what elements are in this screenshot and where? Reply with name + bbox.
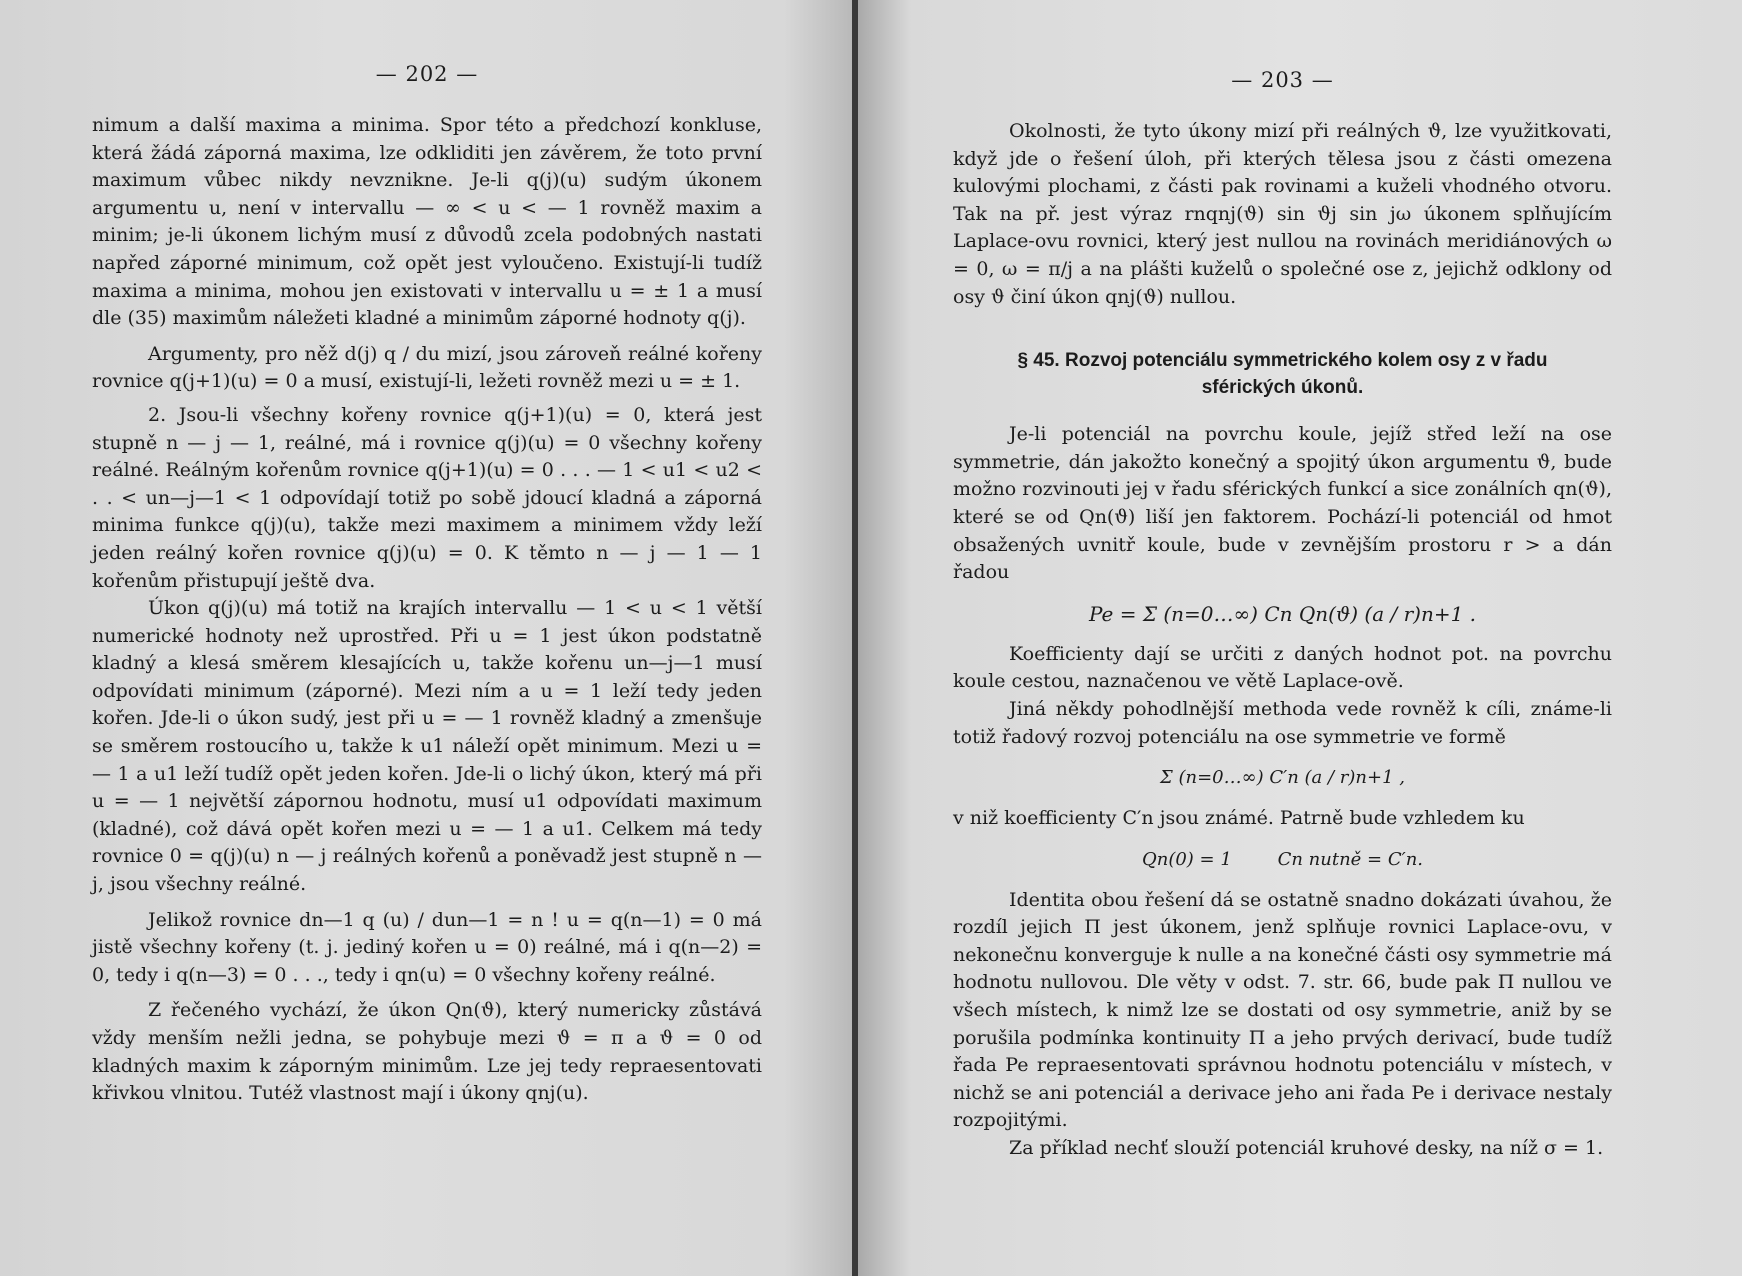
formula: Σ (n=0…∞) C′n (a / r)n+1 , (1160, 767, 1405, 789)
formula: Qn(0) = 1 Cn nutně = C′n. (1141, 848, 1424, 870)
page-number-left: — 202 — (375, 62, 479, 86)
formula: Pe = Σ (n=0…∞) Cn Qn(ϑ) (a / r)n+1 . (1088, 601, 1477, 626)
paragraph: Identita obou řešení dá se ostatně snadno dokázati úvahou, že rozdíl jejich Π jest úkonem, jenž splňuje rovnici Laplace-ovu, v nekonečnu konverguje k nulle a na konečné části osy symmetrie má hodnotu nullovou. Dle věty v odst. 7. str. 66, bude pak Π nullou ve všech místech, k nimž lze se dostati od osy symmetrie, aniž by se porušila podmínka kontinuity Π a jeho prvých derivací, bude tudíž řada Pe repraesentovati správnou hodnotu potenciálu v místech, v nichž se ani potenciál a derivace jeho ani řada Pe i derivace nestaly rozpojitými. (953, 888, 1612, 1132)
paragraph: Koefficienty dají se určiti z daných hodnot pot. na povrchu koule cestou, naznačenou ve větě Laplace-ově. (953, 642, 1612, 693)
left-page-body (92, 112, 762, 1108)
paragraph: nimum a další maxima a minima. Spor této a předchozí konkluse, která žádá záporná maxima, lze odkliditi jen závěrem, že toto první maximum vůbec nikdy nevznikne. Je-li q(j)(u) sudým úkonem argumentu u, není v intervallu — ∞ < u < — 1 rovněž maxim a minim; je-li úkonem lichým musí z důvodů zcela podobných nastati napřed záporné minimum, což opět jest vyloučeno. Existují-li tudíž maxima a minima, mohou jen existovati v intervallu u = ± 1 a musí dle (35) maximům náležeti kladné a minimům záporné hodnoty q(j). (92, 114, 762, 330)
paragraph: Jiná někdy pohodlnější methoda vede rovněž k cíli, známe-li totiž řadový rozvoj potenciálu na ose symmetrie ve formě (953, 697, 1612, 748)
paragraph: Za příklad nechť slouží potenciál kruhové desky, na níž σ = 1. (1009, 1137, 1604, 1160)
left-page (0, 0, 852, 1276)
paragraph: Z řečeného vychází, že úkon Qn(ϑ), který numericky zůstává vždy menším nežli jedna, se pohybuje mezi ϑ = π a ϑ = 0 od kladných maxim k záporným minimům. Lze jej tedy repraesentovati křivkou vlnitou. Tutéž vlastnost mají i úkony qnj(u). (92, 999, 762, 1105)
section-heading: § 45. Rozvoj potenciálu symmetrického kolem osy z v řadu sférických úkonů. (1017, 350, 1548, 399)
paragraph: Argumenty, pro něž d(j) q / du mizí, jsou zároveň reálné kořeny rovnice q(j+1)(u) = 0 a musí, existují-li, ležeti rovněž mezi u = ± 1. (92, 342, 762, 393)
page-number-right: — 203 — (1231, 68, 1334, 92)
paragraph: Okolnosti, že tyto úkony mizí při reálných ϑ, lze využitkovati, když jde o řešení úloh, při kterých tělesa jsou z části omezena kulovými plochami, z části pak rovinami a kuželi vhodného otvoru. Tak na př. jest výraz rnqnj(ϑ) sin ϑj sin jω úkonem splňujícím Laplace-ovu rovnici, který jest nullou na rovinách meridiánových ω = 0, ω = π/j a na plášti kuželů o společné ose z, jejichž odklony od osy ϑ činí úkon qnj(ϑ) nullou. (953, 120, 1612, 308)
paragraph: 2. Jsou-li všechny kořeny rovnice q(j+1)(u) = 0, která jest stupně n — j — 1, reálné, má i rovnice q(j)(u) = 0 všechny kořeny reálné. Reálným kořenům rovnice q(j+1)(u) = 0 . . . — 1 < u1 < u2 < . . < un—j—1 < 1 odpovídají totiž po sobě jdoucí kladná a záporná minima funkce q(j)(u), takže mezi maximem a minimem vždy leží jeden reálný kořen rovnice q(j)(u) = 0. K těmto n — j — 1 — 1 kořenům přistupují ještě dva. (92, 403, 762, 592)
right-page-body (953, 118, 1612, 1163)
paragraph: Úkon q(j)(u) má totiž na krajích intervallu — 1 < u < 1 větší numerické hodnoty než uprostřed. Při u = 1 jest úkon podstatně kladný a klesá směrem klesajících u, takže kořenu un—j—1 musí odpovídati minimum (záporné). Mezi ním a u = 1 leží tedy jeden kořen. Jde-li o úkon sudý, jest při u = — 1 rovněž kladný a zmenšuje se směrem rostoucího u, takže k u1 náleží opět minimum. Mezi u = — 1 a u1 leží tudíž opět jeden kořen. Jde-li o lichý úkon, který má při u = — 1 největší zápornou hodnotu, musí u1 odpovídati maximum (kladné), což dává opět kořen mezi u = — 1 a u1. Celkem má tedy rovnice 0 = q(j)(u) n — j reálných kořenů a poněvadž jest stupně n — j, jsou všechny reálné. (92, 597, 762, 896)
paragraph: v niž koefficienty C′n jsou známé. Patrně bude vzhledem ku (953, 807, 1525, 830)
paragraph: Jelikož rovnice dn—1 q (u) / dun—1 = n ! u = q(n—1) = 0 má jistě všechny kořeny (t. j. jediný kořen u = 0) reálné, má i q(n—2) = 0, tedy i q(n—3) = 0 . . ., tedy i qn(u) = 0 všechny kořeny reálné. (92, 908, 762, 986)
right-page (858, 0, 1742, 1276)
paragraph: Je-li potenciál na povrchu koule, jejíž střed leží na ose symmetrie, dán jakožto konečný a spojitý úkon argumentu ϑ, bude možno rozvinouti jej v řadu sférických funkcí a sice zonálních qn(ϑ), které se od Qn(ϑ) liší jen faktorem. Pochází-li potenciál od hmot obsažených uvnitř koule, bude v zevnějším prostoru r > a dán řadou (953, 423, 1612, 584)
